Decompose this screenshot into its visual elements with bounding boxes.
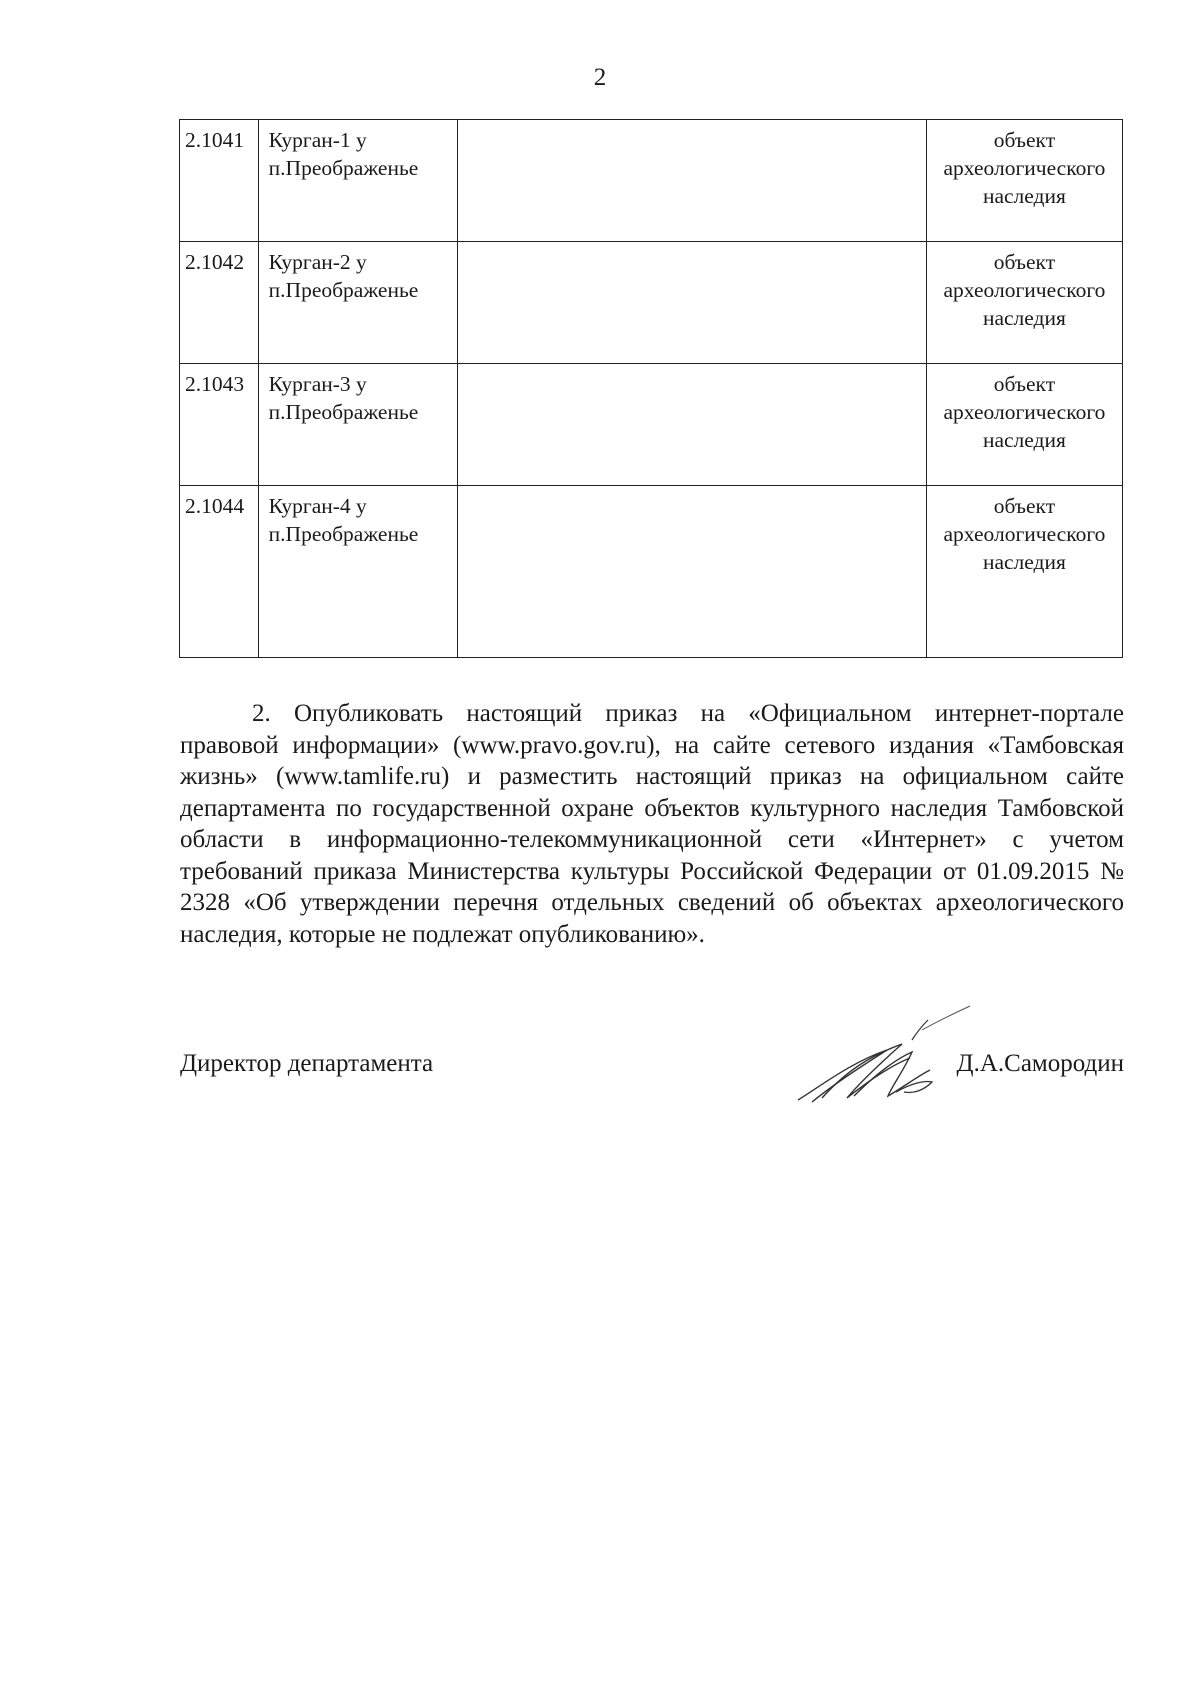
object-number: 2.1043 — [180, 364, 259, 486]
object-name-line: п.Преображенье — [268, 400, 419, 424]
object-category-line: наследия — [982, 550, 1066, 574]
object-name-line: Курган-3 у — [268, 372, 367, 396]
handwritten-signature — [792, 1000, 972, 1115]
object-category-line: объект — [993, 250, 1056, 274]
object-category-line: наследия — [982, 306, 1066, 330]
object-name — [258, 242, 457, 364]
object-name-line: Курган-1 у — [268, 128, 367, 152]
table-row — [180, 120, 1123, 242]
object-description — [457, 486, 926, 658]
object-name-line: п.Преображенье — [268, 156, 419, 180]
object-category-line: наследия — [982, 428, 1066, 452]
object-number: 2.1044 — [180, 486, 259, 658]
object-category — [926, 242, 1122, 364]
object-description — [457, 242, 926, 364]
heritage-objects-table — [179, 119, 1123, 658]
object-category-line: археологического — [943, 156, 1106, 180]
signer-title: Директор департамента — [180, 1050, 434, 1077]
object-category — [926, 486, 1122, 658]
object-category-line: объект — [993, 372, 1056, 396]
object-description — [457, 120, 926, 242]
object-category-line: археологического — [943, 522, 1106, 546]
object-category-line: наследия — [982, 184, 1066, 208]
object-number: 2.1042 — [180, 242, 259, 364]
object-category-line: археологического — [943, 278, 1106, 302]
object-name — [258, 486, 457, 658]
table-row — [180, 364, 1123, 486]
table-row — [180, 242, 1123, 364]
object-category — [926, 364, 1122, 486]
object-number: 2.1041 — [180, 120, 259, 242]
object-name-line: Курган-4 у — [268, 494, 367, 518]
object-name-line: п.Преображенье — [268, 522, 419, 546]
object-category-line: объект — [993, 494, 1056, 518]
object-category-line: объект — [993, 128, 1056, 152]
object-name — [258, 364, 457, 486]
object-name-line: Курган-2 у — [268, 250, 367, 274]
object-category — [926, 120, 1122, 242]
object-category-line: археологического — [943, 400, 1106, 424]
publication-paragraph: 2. Опубликовать настоящий приказ на «Официальном интернет-портале правовой информации» (www.pravo.gov.ru), на сайте сетевого издания «Тамбовская жизнь» (www.tamlife.ru) и разместить настоящий приказ на официальном сайте департамента по государственной охране объектов культурного наследия Тамбовской области в информационно-телекоммуникационной сети «Интернет» с учетом требований приказа Министерства культуры Российской Федерации от 01.09.2015 № 2328 «Об утверждении перечня отдельных сведений об объектах археологического наследия, которые не подлежат опубликованию». — [180, 700, 1124, 948]
page-number: 2 — [593, 64, 607, 91]
object-name — [258, 120, 457, 242]
signer-name: Д.А.Самородин — [956, 1050, 1124, 1077]
object-name-line: п.Преображенье — [268, 278, 419, 302]
object-description — [457, 364, 926, 486]
signature-block — [180, 1050, 1124, 1130]
table-row — [180, 486, 1123, 658]
